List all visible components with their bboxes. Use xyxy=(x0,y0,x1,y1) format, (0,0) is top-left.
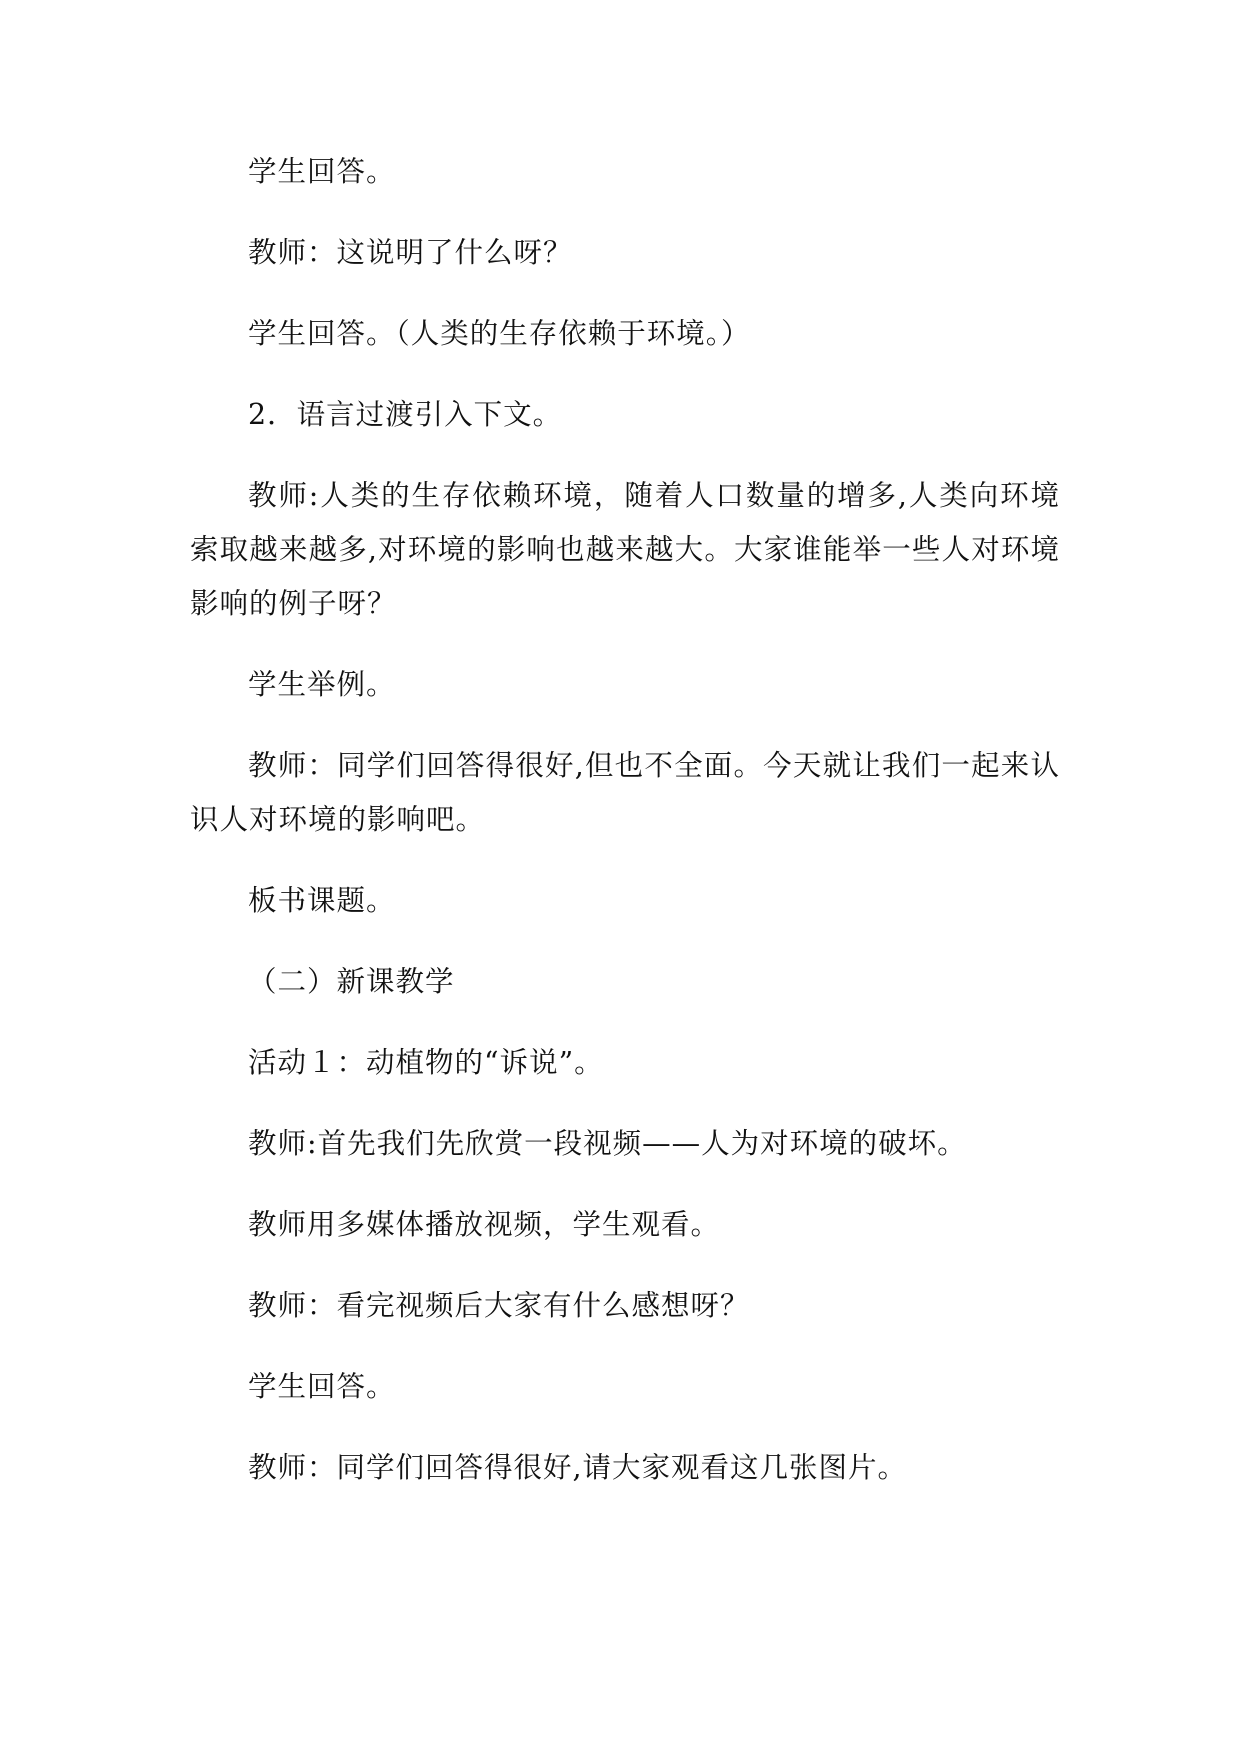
paragraph: 学生举例。 xyxy=(248,668,396,701)
paragraph: 教师:首先我们先欣赏一段视频——人为对环境的破坏。 xyxy=(248,1127,967,1160)
paragraph: 教师用多媒体播放视频，学生观看。 xyxy=(248,1208,721,1241)
paragraph: 教师：这说明了什么呀？ xyxy=(248,236,573,269)
activity-heading: 活动１：动植物的“诉说”。 xyxy=(248,1046,604,1079)
paragraph: 学生回答。 xyxy=(248,155,396,188)
paragraph: 学生回答。（人类的生存依赖于环境。） xyxy=(248,317,751,350)
paragraph: 板书课题。 xyxy=(248,884,396,917)
paragraph: 教师：同学们回答得很好,但也不全面。今天就让我们一起来认识人对环境的影响吧。 xyxy=(190,749,1060,836)
section-heading: （二）新课教学 xyxy=(248,965,455,998)
paragraph: 学生回答。 xyxy=(248,1370,396,1403)
paragraph: 2．语言过渡引入下文。 xyxy=(248,398,563,431)
paragraph: 教师:人类的生存依赖环境，随着人口数量的增多,人类向环境索取越来越多,对环境的影响也越来越大。大家谁能举一些人对环境影响的例子呀？ xyxy=(190,479,1060,620)
paragraph: 教师：同学们回答得很好,请大家观看这几张图片。 xyxy=(248,1451,908,1484)
document-body xyxy=(190,145,1060,1522)
paragraph: 教师：看完视频后大家有什么感想呀？ xyxy=(248,1289,750,1322)
